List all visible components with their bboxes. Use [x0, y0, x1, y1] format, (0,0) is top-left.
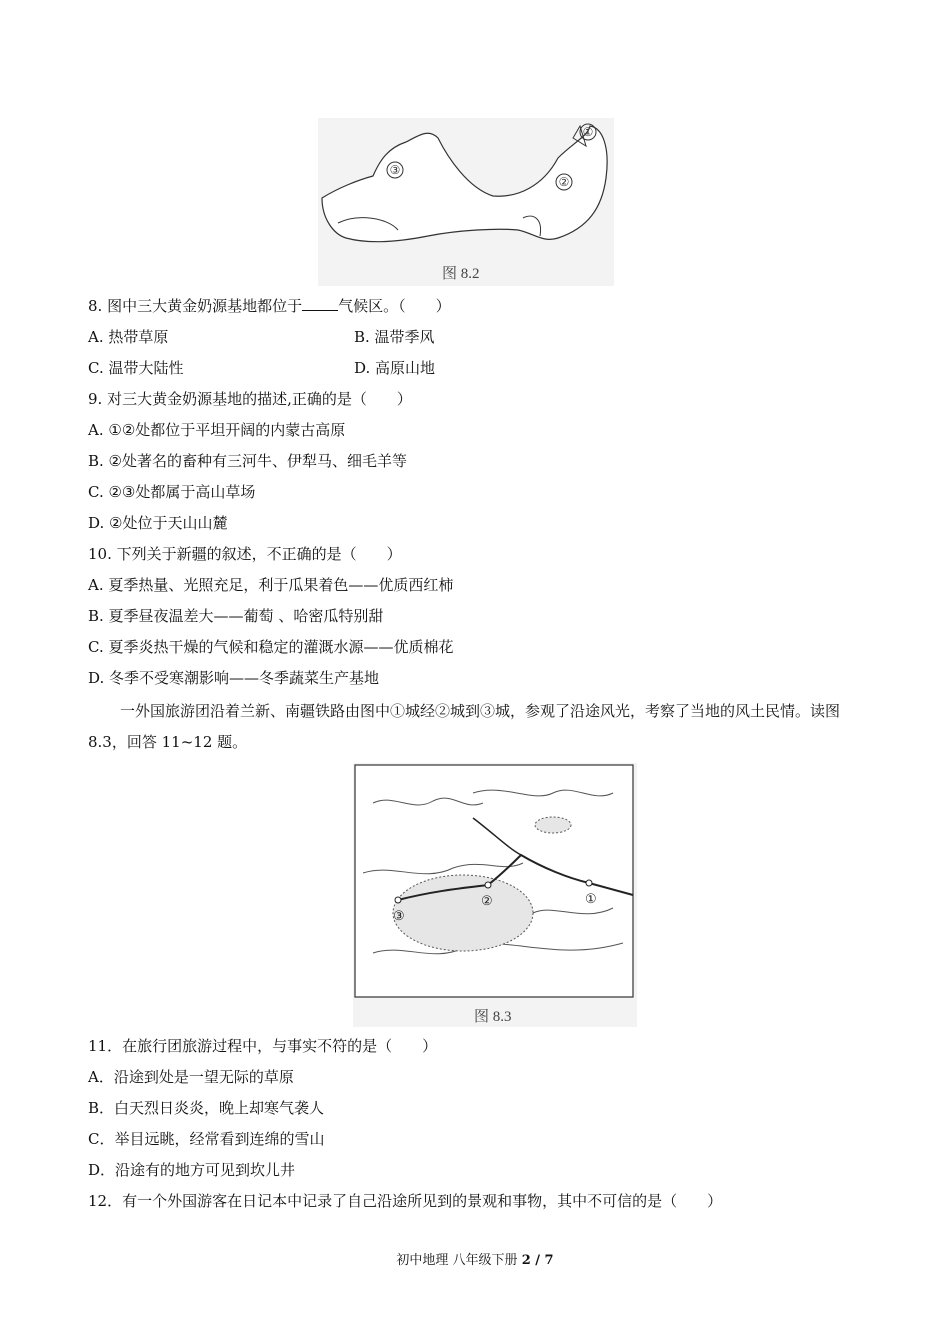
q8-option-b: B. 温带季风 [354, 328, 435, 346]
q8-stem [88, 296, 451, 316]
marker-3: ③ [389, 163, 401, 177]
q10-option-d: D. 冬季不受寒潮影响——冬季蔬菜生产基地 [88, 669, 380, 687]
marker-2: ② [558, 175, 570, 189]
q10-option-a: A. 夏季热量、光照充足，利于瓜果着色——优质西红柿 [88, 576, 454, 594]
q8-blank [302, 296, 338, 311]
q11-stem: 11．在旅行团旅游过程中，与事实不符的是（ ） [88, 1037, 438, 1055]
marker-1: ① [585, 892, 597, 907]
q8-option-c: C. 温带大陆性 [88, 359, 184, 377]
q9-option-a: A. ①②处都位于平坦开阔的内蒙古高原 [88, 421, 346, 439]
q9-option-d: D. ②处位于天山山麓 [88, 514, 228, 532]
q10-option-b: B. 夏季昼夜温差大——葡萄 、哈密瓜特别甜 [88, 607, 384, 625]
xinjiang-railway-map [353, 763, 637, 1027]
reading-passage: 一外国旅游团沿着兰新、南疆铁路由图中①城经②城到③城，参观了沿途风光，考察了当地的风土民情。读图 8.3，回答 11~12 题。 [88, 702, 841, 751]
footer-course: 初中地理 八年级下册 [396, 1253, 522, 1268]
q8-stem-after: 气候区。（ ） [338, 297, 451, 315]
china-north-map [318, 118, 614, 286]
q9-option-b: B. ②处著名的畜种有三河牛、伊犁马、细毛羊等 [88, 452, 408, 470]
q8-option-d: D. 高原山地 [354, 359, 436, 377]
page-footer [0, 1249, 950, 1268]
q10-option-c: C. 夏季炎热干燥的气候和稳定的灌溉水源——优质棉花 [88, 638, 454, 656]
q8-stem-before: 8. 图中三大黄金奶源基地都位于 [88, 297, 303, 315]
marker-2: ② [481, 894, 493, 909]
figure-8-3-caption: 图 8.3 [474, 1009, 512, 1025]
marker-3: ③ [393, 909, 405, 924]
q11-option-a: A．沿途到处是一望无际的草原 [88, 1068, 294, 1086]
page-number: 2 / 7 [521, 1253, 554, 1268]
q11-option-b: B．白天烈日炎炎，晚上却寒气袭人 [88, 1099, 325, 1117]
figure-8-2 [318, 118, 614, 286]
q11-option-d: D．沿途有的地方可见到坎儿井 [88, 1161, 296, 1179]
q12-stem: 12．有一个外国游客在日记本中记录了自己沿途所见到的景观和事物，其中不可信的是（ ） [88, 1192, 723, 1210]
q11-option-c: C．举目远眺，经常看到连绵的雪山 [88, 1130, 325, 1148]
q9-stem: 9. 对三大黄金奶源基地的描述,正确的是（ ） [88, 390, 412, 408]
marker-1: ① [582, 125, 594, 139]
figure-8-3 [353, 763, 637, 1027]
figure-8-2-caption: 图 8.2 [442, 266, 480, 282]
q9-option-c: C. ②③处都属于高山草场 [88, 483, 256, 501]
q8-option-a: A. 热带草原 [88, 328, 169, 346]
q10-stem: 10. 下列关于新疆的叙述，不正确的是（ ） [88, 545, 402, 563]
